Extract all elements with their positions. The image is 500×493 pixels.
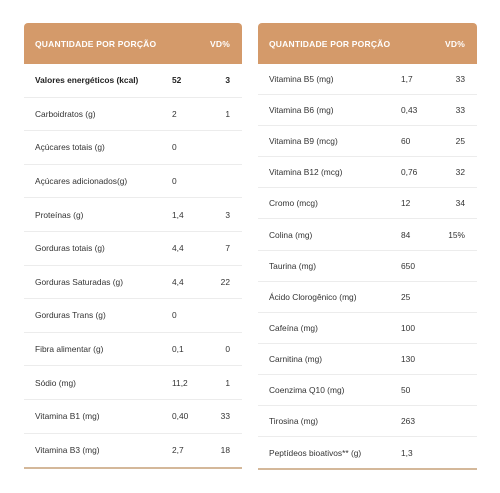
nutrient-name: Fibra alimentar (g) — [35, 344, 104, 355]
header-quantity-label: QUANTIDADE POR PORÇÃO — [269, 38, 391, 49]
header-vd-label: VD% — [445, 38, 465, 49]
nutrient-amount: 0,40 — [172, 411, 189, 422]
table-row — [24, 198, 242, 232]
nutrient-name: Peptídeos bioativos** (g) — [269, 447, 362, 458]
nutrient-vd: 33 — [455, 105, 465, 116]
table-row — [258, 313, 477, 344]
nutrient-name: Taurina (mg) — [269, 260, 317, 271]
nutrient-vd: 1 — [225, 108, 230, 119]
nutrient-name: Ácido Clorogênico (mg) — [269, 291, 357, 302]
table-row — [258, 157, 477, 188]
table-row — [24, 131, 242, 165]
table-row — [24, 232, 242, 266]
header-quantity-label: QUANTIDADE POR PORÇÃO — [35, 38, 157, 49]
table-header — [24, 23, 242, 64]
nutrient-name: Proteínas (g) — [35, 209, 84, 220]
nutrient-name: Valores energéticos (kcal) — [35, 75, 139, 86]
nutrient-vd: 22 — [220, 276, 230, 287]
nutrient-name: Carnitina (mg) — [269, 353, 323, 364]
nutrient-vd: 33 — [455, 74, 465, 85]
nutrient-vd: 7 — [225, 243, 230, 254]
nutrient-amount: 52 — [172, 75, 182, 86]
nutrient-amount: 25 — [401, 291, 411, 302]
nutrient-amount: 2 — [172, 108, 177, 119]
table-row — [258, 126, 477, 157]
nutrient-vd: 1 — [225, 377, 230, 388]
nutrient-name: Gorduras Saturadas (g) — [35, 276, 123, 287]
table-row — [24, 266, 242, 300]
nutrient-amount: 650 — [401, 260, 415, 271]
nutrient-amount: 130 — [401, 353, 415, 364]
nutrient-name: Vitamina B5 (mg) — [269, 74, 334, 85]
nutrient-amount: 1,4 — [172, 209, 184, 220]
nutrient-name: Vitamina B1 (mg) — [35, 411, 100, 422]
table-row — [24, 366, 242, 400]
nutrient-amount: 4,4 — [172, 276, 184, 287]
nutrient-amount: 0,76 — [401, 167, 418, 178]
nutrient-amount: 60 — [401, 136, 411, 147]
table-row — [24, 165, 242, 199]
nutrient-amount: 4,4 — [172, 243, 184, 254]
nutrient-vd: 32 — [455, 167, 465, 178]
table-row — [258, 437, 477, 468]
table-row — [258, 251, 477, 282]
table-row — [24, 434, 242, 468]
table-row — [24, 400, 242, 434]
nutrition-table-right — [258, 23, 477, 470]
header-vd-label: VD% — [210, 38, 230, 49]
nutrition-table-left — [24, 23, 242, 469]
nutrient-name: Açúcares totais (g) — [35, 142, 105, 153]
nutrient-vd: 18 — [220, 445, 230, 456]
table-row — [258, 344, 477, 375]
table-row — [24, 64, 242, 98]
nutrient-name: Açúcares adicionados(g) — [35, 176, 128, 187]
nutrient-name: Coenzima Q10 (mg) — [269, 384, 345, 395]
nutrient-name: Colina (mg) — [269, 229, 313, 240]
nutrient-vd: 33 — [220, 411, 230, 422]
nutrient-name: Gorduras totais (g) — [35, 243, 105, 254]
nutrient-vd: 0 — [225, 344, 230, 355]
nutrient-amount: 11,2 — [172, 377, 188, 388]
table-row — [258, 282, 477, 313]
table-body — [258, 64, 477, 470]
table-row — [258, 375, 477, 406]
nutrient-amount: 0,43 — [401, 105, 418, 116]
nutrient-vd: 3 — [225, 75, 230, 86]
nutrient-amount: 0 — [172, 310, 177, 321]
nutrient-amount: 2,7 — [172, 445, 184, 456]
table-row — [24, 299, 242, 333]
nutrient-amount: 50 — [401, 384, 411, 395]
nutrient-vd: 3 — [225, 209, 230, 220]
nutrient-amount: 263 — [401, 416, 415, 427]
nutrient-name: Cafeína (mg) — [269, 322, 318, 333]
nutrient-name: Vitamina B12 (mcg) — [269, 167, 343, 178]
nutrient-amount: 0 — [172, 142, 177, 153]
table-row — [258, 95, 477, 126]
nutrient-amount: 0,1 — [172, 344, 184, 355]
nutrient-name: Vitamina B6 (mg) — [269, 105, 334, 116]
nutrient-amount: 100 — [401, 322, 415, 333]
table-row — [24, 333, 242, 367]
nutrient-amount: 12 — [401, 198, 411, 209]
nutrient-name: Gorduras Trans (g) — [35, 310, 106, 321]
nutrient-amount: 1,3 — [401, 447, 413, 458]
table-row — [258, 219, 477, 250]
nutrient-amount: 84 — [401, 229, 411, 240]
nutrient-name: Sódio (mg) — [35, 377, 76, 388]
table-row — [258, 406, 477, 437]
nutrient-name: Cromo (mcg) — [269, 198, 318, 209]
nutrient-amount: 1,7 — [401, 74, 413, 85]
table-row — [258, 64, 477, 95]
table-row — [258, 188, 477, 219]
nutrient-vd: 25 — [455, 136, 465, 147]
nutrient-amount: 0 — [172, 176, 177, 187]
nutrient-name: Carboidratos (g) — [35, 108, 96, 119]
table-header — [258, 23, 477, 64]
table-body — [24, 64, 242, 469]
table-row — [24, 98, 242, 132]
nutrient-vd: 34 — [455, 198, 465, 209]
nutrient-name: Tirosina (mg) — [269, 416, 319, 427]
nutrient-name: Vitamina B9 (mcg) — [269, 136, 338, 147]
nutrient-name: Vitamina B3 (mg) — [35, 445, 100, 456]
nutrient-vd: 15% — [448, 229, 465, 240]
